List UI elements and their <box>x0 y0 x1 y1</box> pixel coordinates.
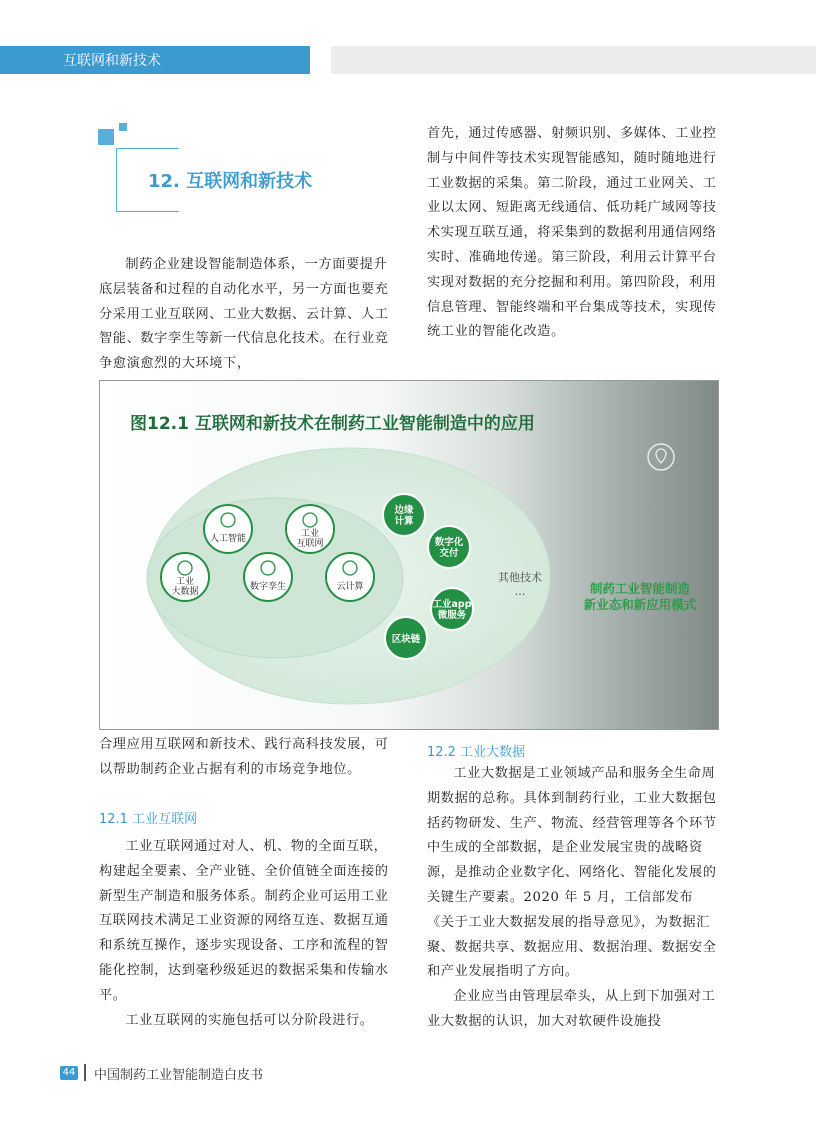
page-number: 44 <box>60 1066 78 1080</box>
outer-node-label: 区块链 <box>391 634 421 645</box>
right-label-2: 新业态和新应用模式 <box>583 597 697 612</box>
other-tech-label: 其他技术 <box>498 571 542 584</box>
figure-title: 图12.1 互联网和新技术在制药工业智能制造中的应用 <box>130 414 535 434</box>
other-tech-dots: … <box>514 585 526 598</box>
inner-node-circle <box>244 553 292 601</box>
section-12-1-paragraph-a: 工业互联网通过对人、机、物的全面互联，构建起全要素、全产业链、全价值链全面连接的新型生产制造和服务体系。制药企业可运用工业互联网技术满足工业资源的网络互连、数据互通和系统互操作，逐步实现设备、工序和流程的智能化控制，达到毫秒级延迟的数据采集和传输水平。 <box>99 839 389 1003</box>
outer-node-label: 数字化交付 <box>434 537 464 559</box>
header-bar <box>0 46 310 74</box>
inner-node-circle <box>204 505 252 553</box>
decor-square-large <box>98 129 114 145</box>
inner-node-label: 云计算 <box>336 582 364 592</box>
outer-node <box>385 617 427 659</box>
outer-node-label: 工业app 微服务 <box>432 599 472 621</box>
heading-12-1: 12.1 工业互联网 <box>99 812 198 827</box>
section-12-1-text <box>99 835 391 1033</box>
left-intro-paragraph: 制药企业建设智能制造体系，一方面要提升底层装备和过程的自动化水平，另一方面也要充分采用工业互联网、工业大数据、云计算、人工智能、数字孪生等新一代信息化技术。在行业竞争愈演愈烈的大环境下， <box>99 257 389 372</box>
inner-node <box>161 553 209 601</box>
inner-node <box>204 505 252 553</box>
heading-12-2: 12.2 工业大数据 <box>427 745 526 760</box>
inner-node-circle <box>326 553 374 601</box>
other-tech-icon <box>648 444 674 470</box>
outer-node <box>428 526 470 568</box>
section-title: 12. 互联网和新技术 <box>148 171 313 192</box>
right-intro-text <box>427 122 719 345</box>
section-12-2-text <box>427 762 719 1035</box>
left-intro-text <box>99 253 389 377</box>
outer-node-label: 边缘计算 <box>394 505 414 527</box>
outer-node <box>383 494 425 536</box>
right-label-1: 制药工业智能制造 <box>589 581 691 596</box>
section-12-2-paragraph-b: 企业应当由管理层牵头，从上到下加强对工业大数据的认识，加大对软硬件设施投 <box>427 989 716 1029</box>
figure-diagram <box>100 381 718 729</box>
footer-divider <box>84 1064 86 1081</box>
left-continue-text <box>99 733 391 783</box>
inner-node-label: 人工智能 <box>209 534 247 544</box>
outer-node <box>431 588 473 630</box>
inner-node-label: 工业互联网 <box>296 529 324 549</box>
inner-node <box>286 505 334 553</box>
inner-node <box>326 553 374 601</box>
header-section-label: 互联网和新技术 <box>63 53 161 69</box>
inner-node-label: 数字孪生 <box>249 582 287 592</box>
decor-square-small <box>119 123 127 131</box>
left-continue-paragraph: 合理应用互联网和新技术、践行高科技发展，可以帮助制药企业占据有利的市场竞争地位。 <box>99 737 389 777</box>
header-gray-band <box>331 46 816 74</box>
right-intro-paragraph: 首先，通过传感器、射频识别、多媒体、工业控制与中间件等技术实现智能感知，随时随地进行工业数据的采集。第二阶段，通过工业网关、工业以太网、短距离无线通信、低功耗广域网等技术实现互联互通，将采集到的数据利用通信网络实时、准确地传递。第三阶段，利用云计算平台实现对数据的充分挖掘和利用。第四阶段，利用信息管理、智能终端和平台集成等技术，实现传统工业的智能化改造。 <box>427 126 717 340</box>
figure-12-1 <box>99 380 719 730</box>
inner-node <box>244 553 292 601</box>
footer-book-title: 中国制药工业智能制造白皮书 <box>94 1068 264 1083</box>
section-12-1-paragraph-b: 工业互联网的实施包括可以分阶段进行。 <box>125 1012 374 1028</box>
inner-node-label: 工业大数据 <box>171 577 199 597</box>
section-12-2-paragraph-a: 工业大数据是工业领域产品和服务全生命周期数据的总称。具体到制药行业，工业大数据包括药物研发、生产、物流、经营管理等各个环节中生成的全部数据，是企业发展宝贵的战略资源，是推动企业数字化、网络化、智能化发展的关键生产要素。2020 年 5 月，工信部发布《关于工业大数据发展的指导意见》，为数据汇聚、数据共享、数据应用、数据治理、数据安全和产业发展指明了方向。 <box>427 766 717 980</box>
